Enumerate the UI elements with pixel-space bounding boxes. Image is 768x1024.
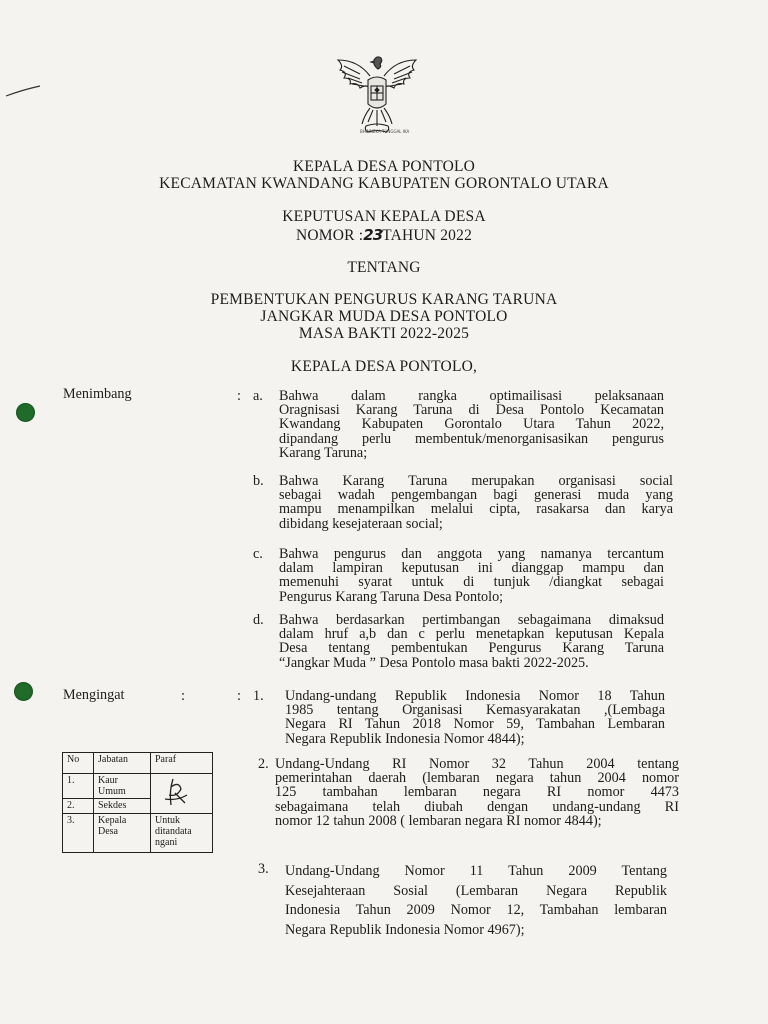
item-marker: 2. [258, 756, 269, 772]
text-line: “Jangkar Muda ” Desa Pontolo masa bakti 2022-2025. [279, 654, 589, 671]
header-cell: Jabatan [94, 753, 151, 774]
text-line: Karang Taruna; [279, 444, 368, 461]
paraf-line: Untuk [155, 815, 180, 826]
jabatan-line: Kepala [98, 815, 127, 826]
cell-jabatan: Sekdes [94, 799, 151, 814]
header-cell: No [63, 753, 94, 774]
text-line: Negara Republik Indonesia Nomor 4967); [285, 921, 525, 938]
text-line: Undang-undang Republik Indonesia Nomor 18 Tahun [285, 688, 665, 704]
text-line: Kwandang Kabupaten Gorontalo Utara Tahun 2022, [279, 416, 664, 433]
cell-paraf [151, 814, 213, 853]
cell-jabatan [94, 774, 151, 799]
menimbang-item-d [279, 613, 664, 670]
paraf-line: ditandata [155, 826, 192, 837]
cell-jabatan [94, 814, 151, 853]
mengingat-item-3 [285, 862, 667, 940]
menimbang-item-a [279, 389, 664, 460]
item-marker: d. [253, 612, 264, 628]
item-marker: a. [253, 388, 263, 404]
cell-no: 2. [63, 799, 94, 814]
paraf-line: ngani [155, 837, 178, 848]
text-line: pemerintahan daerah (lembaran negara tahun 2004 nomor [275, 770, 679, 787]
subject-line3: MASA BAKTI 2022-2025 [298, 325, 470, 342]
text-line: Desa tentang pembentukan Pengurus Karang Taruna [279, 640, 664, 657]
text-line: Bahwa berdasarkan pertimbangan sebagaimana dimaksud [279, 612, 664, 628]
text-line: dipandang perlu membentuk/menorganisasikan pengurus [279, 430, 664, 447]
text-line: Kesejahteraan Sosial (Lembaran Negara Republik [285, 882, 667, 899]
item-marker: 1. [253, 688, 264, 704]
jabatan-line: Kaur [98, 775, 118, 786]
text-line: sebagaimana telah diubah dengan undang-undang RI [275, 798, 679, 815]
decree-title: KEPUTUSAN KEPALA DESA [282, 208, 486, 225]
mengingat-item-2 [275, 757, 679, 828]
text-line: 1985 tentang Organisasi Kemasyarakatan ,(Lembaga [285, 702, 665, 719]
text-line: Bahwa dalam rangka optimailisasi pelaksanaan [279, 388, 664, 404]
jabatan-line: Umum [98, 786, 126, 797]
nomor-year: TAHUN 2022 [382, 227, 473, 244]
text-line: Bahwa pengurus dan anggota yang namanya tercantum [279, 546, 664, 562]
menimbang-colon: : [237, 388, 241, 404]
mengingat-item-1 [285, 689, 665, 746]
text-line: dalam lampiran keputusan ini dianggap mampu dan [279, 560, 664, 577]
text-line: Bahwa Karang Taruna merupakan organisasi social [279, 473, 673, 489]
mengingat-colon: : [237, 688, 241, 704]
item-marker: b. [253, 473, 264, 489]
punch-hole [14, 682, 33, 701]
cell-no: 3. [63, 814, 94, 853]
text-line: Pengurus Karang Taruna Desa Pontolo; [279, 588, 504, 605]
table-row [63, 814, 213, 853]
text-line: sebagai wadah pengembangan bagi generasi muda yang [279, 487, 673, 504]
paraf-table [62, 752, 213, 853]
pen-mark [4, 82, 44, 100]
jabatan-line: Desa [98, 826, 118, 837]
signature-scribble [155, 775, 199, 809]
menimbang-item-c [279, 547, 664, 604]
text-line: 125 tambahan lembaran negara RI nomor 4473 [275, 784, 679, 801]
tentang-heading: TENTANG [347, 259, 421, 276]
mengingat-colon: : [181, 688, 185, 704]
header-cell: Paraf [151, 753, 213, 774]
subject-line2: JANGKAR MUDA DESA PONTOLO [260, 308, 508, 325]
text-line: memenuhi syarat untuk di tunjuk /diangkat sebagai [279, 574, 664, 591]
text-line: dibidang kesejateraan social; [279, 515, 443, 532]
text-line: Undang-Undang RI Nomor 32 Tahun 2004 tentang [275, 756, 679, 772]
text-line: Undang-Undang Nomor 11 Tahun 2009 Tentang [285, 863, 667, 879]
nomor-label: NOMOR : [295, 227, 364, 244]
emblem-motto: BHINNEKA TUNGGAL IKA [360, 129, 410, 134]
item-marker: c. [253, 546, 263, 562]
table-header-row [63, 753, 213, 774]
nomor-handwritten: 23 [363, 226, 383, 244]
text-line: Negara RI Tahun 2018 Nomor 59, Tambahan Lembaran [285, 716, 665, 733]
text-line: Oragnisasi Karang Taruna di Desa Pontolo Kecamatan [279, 402, 664, 419]
text-line: mampu menampilkan melalui cipta, rasakarsa dan karya [279, 501, 673, 518]
item-marker: 3. [258, 861, 269, 877]
menimbang-label: Menimbang [63, 386, 132, 402]
text-line: Negara Republik Indonesia Nomor 4844); [285, 730, 525, 747]
text-line: dalam hruf a,b dan c perlu menetapkan keputusan Kepala [279, 626, 664, 643]
header-title-line2: KECAMATAN KWANDANG KABUPATEN GORONTALO UTARA [159, 175, 609, 192]
table-row [63, 774, 213, 799]
cell-paraf-signature [151, 774, 213, 814]
text-line: nomor 12 tahun 2008 ( lembaran negara RI nomor 4844); [275, 812, 602, 829]
mengingat-label: Mengingat [63, 687, 125, 703]
decree-number-line [0, 226, 768, 245]
punch-hole [16, 403, 35, 422]
cell-no: 1. [63, 774, 94, 799]
text-line: Indonesia Tahun 2009 Nomor 12, Tambahan lembaran [285, 902, 667, 918]
official-title: KEPALA DESA PONTOLO, [290, 358, 478, 375]
menimbang-item-b [279, 474, 673, 531]
subject-line1: PEMBENTUKAN PENGURUS KARANG TARUNA [210, 291, 558, 308]
header-title-line1: KEPALA DESA PONTOLO [292, 158, 476, 175]
